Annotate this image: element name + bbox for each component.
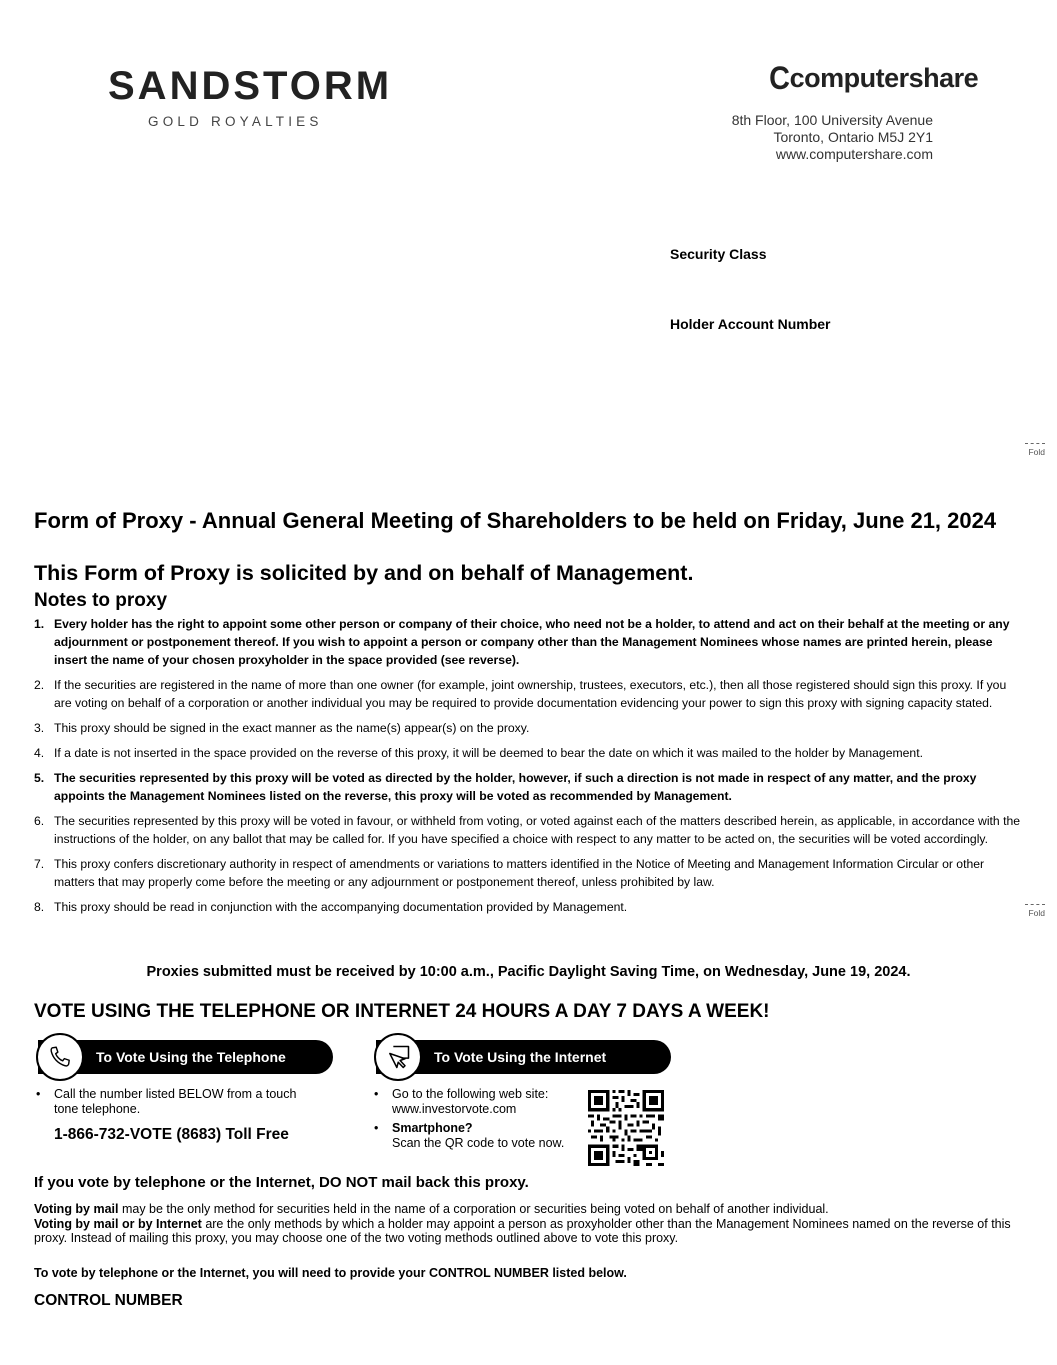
vote-heading: VOTE USING THE TELEPHONE OR INTERNET 24 HOURS A DAY 7 DAYS A WEEK! — [34, 1001, 770, 1022]
notes-list — [34, 615, 1024, 923]
fold-marker: Fold — [1025, 904, 1045, 918]
internet-bullet-text: Go to the following web site: — [392, 1087, 549, 1101]
telephone-instructions: • Call the number listed BELOW from a touch tone telephone. — [36, 1087, 316, 1117]
note-item: 8. This proxy should be read in conjunction with the accompanying documentation provided by Management. — [34, 900, 628, 914]
no-mail-warning: If you vote by telephone or the Internet, DO NOT mail back this proxy. — [34, 1174, 529, 1191]
computershare-logo — [768, 60, 978, 97]
fold-marker: Fold — [1025, 443, 1045, 457]
note-item: 5. The securities represented by this proxy will be voted as directed by the holder, however, if such a direction is not made in respect of any matter, and the proxy appoints the Management Nominees listed on the reverse, this proxy will be voted as recommended by Management. — [34, 771, 977, 803]
internet-vote-label: To Vote Using the Internet — [434, 1049, 607, 1065]
note-item: 2. If the securities are registered in the name of more than one owner (for example, joint ownership, trustees, executors, etc.), then all those registered should sign this proxy. If you are voting on behalf of a corporation or another individual you may be required to provide documentation evidencing your power to sign this proxy with signing capacity stated. — [34, 678, 1007, 710]
note-item: 4. If a date is not inserted in the space provided on the reverse of this proxy, it will be deemed to bear the date on which it was mailed to the holder by Management. — [34, 746, 923, 760]
note-item: 7. This proxy confers discretionary authority in respect of amendments or variations to matters identified in the Notice of Meeting and Management Information Circular or other matters that may properly come before the meeting or any adjournment or postponement thereof, unless prohibited by law. — [34, 857, 985, 889]
note-item: 6. The securities represented by this proxy will be voted in favour, or withheld from voting, or voted against each of the matters described herein, as applicable, in accordance with the instructions of the holder, on any ballot that may be called for. If you have specified a choice with respect to any matter to be acted on, the securities will be voted accordingly. — [34, 814, 1021, 846]
control-number-label: CONTROL NUMBER — [34, 1292, 183, 1309]
smartphone-text: Scan the QR code to vote now. — [392, 1136, 565, 1150]
agent-address-line: 8th Floor, 100 University Avenue — [731, 112, 933, 128]
proxy-deadline: Proxies submitted must be received by 10:00 a.m., Pacific Daylight Saving Time, on Wednesday, June 19, 2024. — [146, 964, 911, 980]
computershare-c-icon: C — [769, 60, 790, 96]
telephone-bullet-text: Call the number listed BELOW from a touch tone telephone. — [54, 1087, 297, 1116]
phone-icon — [36, 1033, 84, 1081]
internet-instructions: • Go to the following web site: www.investorvote.com — [374, 1087, 574, 1117]
vote-website-link[interactable]: www.investorvote.com — [392, 1102, 517, 1116]
sandstorm-logo-text: SANDSTORM — [108, 64, 393, 108]
security-class-label: Security Class — [670, 246, 767, 262]
holder-account-label: Holder Account Number — [670, 316, 831, 332]
note-item: 1. Every holder has the right to appoint some other person or company of their choice, who need not be a holder, to attend and act on their behalf at the meeting or any adjournment or postponement thereof. If you wish to appoint a person or company other than the Management Nominees whose names are printed herein, please insert the name of your chosen proxyholder in the space provided (see reverse). — [34, 617, 1010, 667]
solicitation-statement: This Form of Proxy is solicited by and on behalf of Management. — [34, 561, 694, 585]
form-title: Form of Proxy - Annual General Meeting of Shareholders to be held on Friday, June 21, 2024 — [34, 508, 997, 533]
smartphone-instructions: • Smartphone? Scan the QR code to vote now. — [374, 1121, 574, 1151]
mail-voting-line-1: Voting by mail may be the only method for securities held in the name of a corporation or securities being voted on behalf of another individual. — [34, 1202, 829, 1216]
control-number-instruction: To vote by telephone or the Internet, you will need to provide your CONTROL NUMBER listed below. — [34, 1266, 627, 1280]
mail-voting-info — [34, 1202, 1024, 1246]
mail-voting-line-2: Voting by mail or by Internet are the only methods by which a holder may appoint a person as proxyholder other than the Management Nominees named on the reverse of this proxy. Instead of mailing this proxy, you may choose one of the two voting methods outlined above to vote this proxy. — [34, 1216, 1011, 1245]
notes-heading: Notes to proxy — [34, 590, 168, 611]
telephone-number[interactable]: 1-866-732-VOTE (8683) Toll Free — [54, 1126, 289, 1143]
telephone-vote-label: To Vote Using the Telephone — [96, 1049, 286, 1065]
agent-address-line: Toronto, Ontario M5J 2Y1 — [773, 129, 933, 145]
agent-address — [732, 112, 933, 163]
note-item: 3. This proxy should be signed in the exact manner as the name(s) appear(s) on the proxy. — [34, 721, 530, 735]
sandstorm-logo-subtitle: GOLD ROYALTIES — [148, 114, 323, 129]
cursor-icon — [374, 1033, 422, 1081]
smartphone-label: Smartphone? — [392, 1121, 473, 1135]
agent-address-line: www.computershare.com — [775, 146, 933, 162]
computershare-logo-text: computershare — [789, 63, 979, 93]
qr-code-icon[interactable] — [588, 1090, 664, 1166]
